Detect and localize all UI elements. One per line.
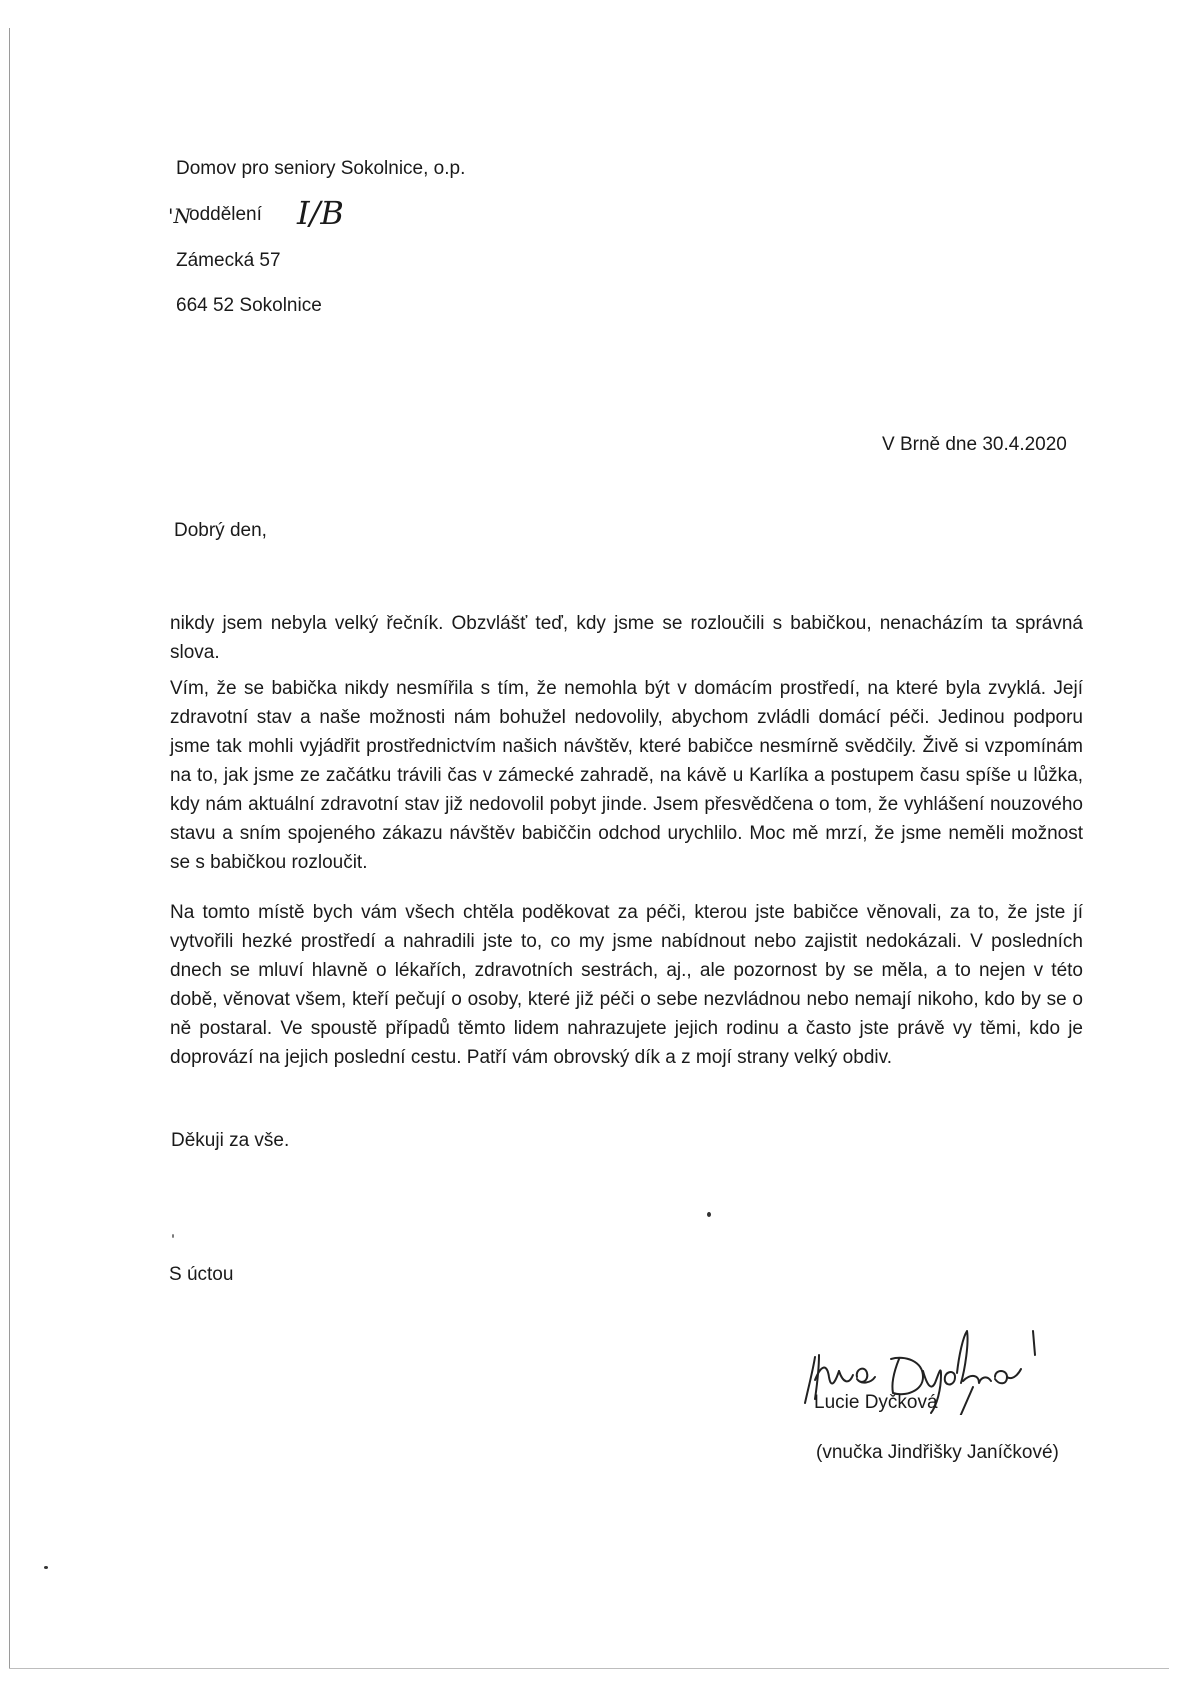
recipient-department-label: oddělení	[189, 204, 262, 225]
signer-note: (vnučka Jindřišky Janíčkové)	[816, 1442, 1059, 1463]
scan-speck	[44, 1566, 48, 1569]
recipient-organization: Domov pro seniory Sokolnice, o.p.	[176, 158, 466, 179]
paragraph-2	[170, 674, 1083, 877]
scan-edge-bottom	[9, 1668, 1169, 1669]
paragraph-1	[170, 609, 1083, 667]
paragraph-3	[170, 898, 1083, 1072]
paragraph-text: Vím, že se babička nikdy nesmířila s tím, že nemohla být v domácím prostředí, na které byla zvyklá. Její zdravotní stav a naše možnosti nám bohužel nedovolily, abychom zvládli domácí péči. Jedinou podporu jsme tak mohli vyjádřit prostřednictvím našich návštěv, které babičce nesmírně svědčily. Živě si vzpomínám na to, jak jsme ze začátku trávili čas v zámecké zahradě, na kávě u Karlíka a postupem času spíše u lůžka, kdy nám aktuální zdravotní stav již nedovolil pobyt jinde. Jsem přesvědčena o tom, že vyhlášení nouzového stavu a sním spojeného zákazu návštěv babiččin odchod urychlilo. Moc mě mrzí, že jsme neměli možnost se s babičkou rozloučit.	[170, 678, 1083, 873]
handwritten-mark: 'N	[168, 204, 191, 228]
scan-edge-left	[9, 28, 10, 1668]
recipient-city: 664 52 Sokolnice	[176, 295, 322, 316]
scan-speck	[707, 1212, 711, 1217]
closing-line: S úctou	[169, 1264, 234, 1285]
paragraph-text: Na tomto místě bych vám všech chtěla poděkovat za péči, kterou jste babičce věnovali, za to, že jste jí vytvořili hezké prostředí a nahradili jste to, co my jsme nabídnout nebo zajistit nedokázali. V posledních dnech se mluví hlavně o lékařích, zdravotních sestrách, aj., ale pozornost by se měla, a to nejen v této době, věnovat všem, kteří pečují o osoby, které již péči o sebe nezvládnou nebo nemají nikoho, kdo by se o ně postaral. Ve spoustě případů těmto lidem nahrazujete jejich rodinu a často jste právě vy těmi, kdo je doprovází na jejich poslední cestu. Patří vám obrovský dík a z mojí strany velký obdiv.	[170, 902, 1083, 1068]
recipient-department-handwritten: I/B	[297, 194, 344, 232]
greeting: Dobrý den,	[174, 520, 267, 541]
thanks-line: Děkuji za vše.	[171, 1130, 290, 1151]
scan-speck	[172, 1234, 174, 1238]
signer-name: Lucie Dyčková	[814, 1392, 938, 1413]
date-line: V Brně dne 30.4.2020	[882, 434, 1067, 455]
paragraph-text: nikdy jsem nebyla velký řečník. Obzvlášť teď, kdy jsme se rozloučili s babičkou, nenacházím ta správná slova.	[170, 613, 1083, 663]
recipient-street: Zámecká 57	[176, 250, 281, 271]
